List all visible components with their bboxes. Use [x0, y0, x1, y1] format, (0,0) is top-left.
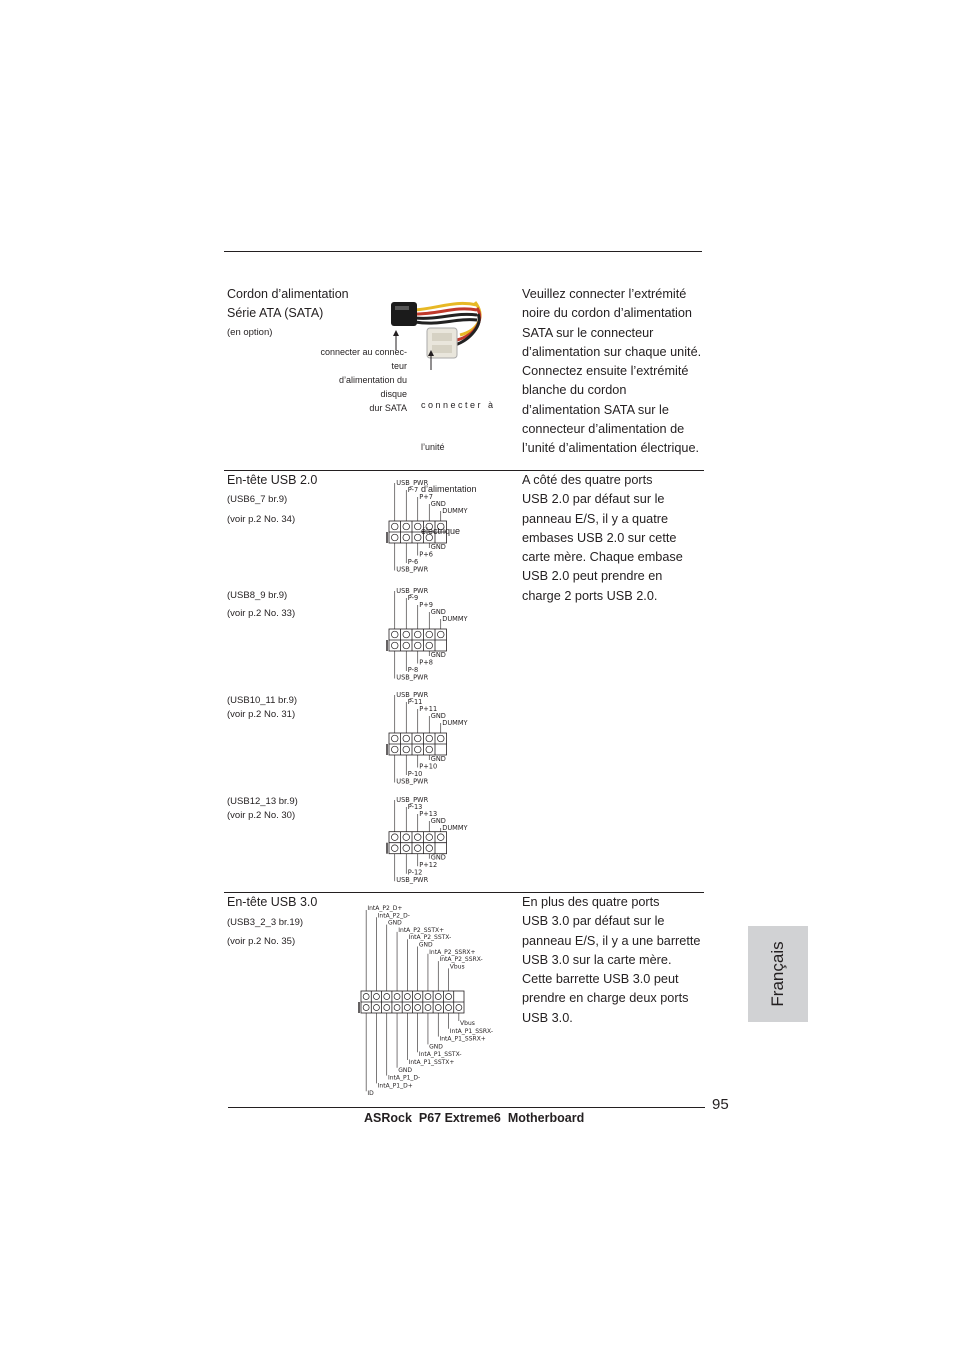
pin-hole [426, 631, 433, 638]
pin-label: P+11 [419, 705, 438, 713]
sata-label-left [300, 345, 407, 415]
usb2-header-1-ref: (voir p.2 No. 33) [227, 608, 296, 619]
pin-hole [391, 746, 398, 753]
pin-hole [414, 642, 421, 649]
pin-hole [437, 523, 444, 530]
pin-hole [414, 523, 421, 530]
usb3-desc-3: USB 3.0 sur la carte mère. [522, 952, 672, 967]
sata-label-right-1: l’unité [421, 442, 445, 452]
pin-label: IntA_P2_D+ [367, 905, 403, 912]
sata-title [227, 285, 349, 324]
pin-hole [415, 1005, 421, 1011]
usb2-pin-svg [384, 691, 504, 791]
sata-description [522, 285, 712, 459]
usb2-desc-4: carte mère. Chaque embase [522, 550, 683, 565]
pin-hole [391, 845, 398, 852]
pin-label: USB_PWR [396, 691, 429, 699]
pin-label: IntA_P2_SSTX+ [398, 926, 445, 934]
pin-hole [435, 994, 441, 1000]
pin-hole [391, 735, 398, 742]
language-tab-label: Français [768, 941, 787, 1007]
pin-hole [414, 746, 421, 753]
usb2-desc-3: embases USB 2.0 sur cette [522, 530, 677, 545]
pin-hole [414, 834, 421, 841]
pin-label: P+6 [419, 550, 433, 559]
pin-label: GND [430, 608, 446, 616]
page-number: 95 [712, 1096, 729, 1113]
pin-hole [437, 631, 444, 638]
pin-label: IntA_P2_SSRX- [439, 956, 483, 964]
pin-hole [426, 834, 433, 841]
pin-hole [403, 834, 410, 841]
pin-label: USB_PWR [396, 479, 429, 487]
usb2-header-3-ref: (voir p.2 No. 30) [227, 810, 296, 821]
pin-label: IntA_P1_SSRX+ [439, 1035, 486, 1043]
pin-label: GND [430, 817, 446, 825]
sata-desc-3: d’alimentation sur chaque unité. [522, 344, 702, 359]
usb2-diagram-1 [384, 587, 504, 687]
pin-label: GND [418, 941, 433, 949]
pin-label: P+8 [419, 658, 433, 667]
sata-desc-2: SATA sur le connecteur [522, 325, 654, 340]
pin-hole [426, 735, 433, 742]
usb3-desc-6: USB 3.0. [522, 1010, 573, 1025]
pin-label: USB_PWR [396, 796, 429, 804]
pin-label: P+7 [419, 493, 433, 501]
pin-label: P-12 [407, 868, 423, 877]
usb3-desc-0: En plus des quatre ports [522, 895, 660, 909]
sata-label-left-2: d’alimentation du [338, 375, 407, 385]
sata-desc-0: Veuillez connecter l’extrémité [522, 287, 687, 301]
pin-hole [384, 1005, 390, 1011]
footer-rule [228, 1107, 705, 1108]
sata-desc-4: Connectez ensuite l’extrémité [522, 364, 689, 379]
pin-label: DUMMY [442, 719, 468, 727]
pin-hole [414, 631, 421, 638]
pin-label: GND [430, 651, 446, 659]
pin-hole [403, 735, 410, 742]
pin-hole [363, 1005, 369, 1011]
pin-hole [426, 642, 433, 649]
usb3-diagram [356, 905, 506, 1100]
pin-hole [394, 1005, 400, 1011]
sata-label-right-2: d’alimentation [421, 484, 477, 494]
sata-desc-5: blanche du cordon [522, 383, 627, 398]
sata-title-line2: Série ATA (SATA) [227, 306, 324, 321]
pin-hole [426, 746, 433, 753]
usb2-pin-svg [384, 479, 504, 579]
pin-hole [391, 534, 398, 541]
pin-label: DUMMY [442, 824, 468, 832]
pin-label: P-6 [407, 558, 419, 566]
pin-label: USB_PWR [396, 876, 429, 885]
pin-label: P-10 [407, 770, 423, 778]
usb2-header-0-ref: (voir p.2 No. 34) [227, 514, 296, 525]
pin-label: P-11 [407, 698, 423, 706]
pin-hole [426, 523, 433, 530]
pin-hole [403, 523, 410, 530]
pin-label: P+9 [419, 601, 433, 609]
pin-label: P-8 [407, 666, 419, 674]
usb2-header-1-name: (USB8_9 br.9) [227, 590, 288, 601]
pin-label: DUMMY [442, 507, 468, 515]
sata-desc-7: connecteur d’alimentation de [522, 422, 685, 437]
footer-title: ASRock P67 Extreme6 Motherboard [364, 1111, 585, 1125]
pin-label: GND [387, 919, 402, 927]
pin-label: ID [367, 1090, 374, 1098]
pin-label: GND [430, 543, 446, 551]
pin-label: P+13 [419, 810, 438, 818]
sata-label-right-0: c o n n e c t e r à [421, 400, 494, 410]
pin-label: P-9 [407, 594, 419, 602]
pin-hole [446, 994, 452, 1000]
pin-hole [414, 845, 421, 852]
pin-label: USB_PWR [396, 587, 429, 595]
pin-label: Vbus [449, 963, 465, 971]
sata-note: (en option) [227, 327, 273, 338]
usb3-desc-4: Cette barrette USB 3.0 peut [522, 972, 679, 987]
pin-label: P+12 [419, 861, 438, 870]
pin-label: IntA_P1_SSTX- [418, 1051, 462, 1059]
usb2-pin-svg [384, 587, 504, 687]
usb2-diagram-0 [384, 479, 504, 579]
usb3-pin-svg [356, 905, 506, 1100]
pin-label: GND [429, 1043, 443, 1051]
pin-hole [414, 735, 421, 742]
pin-hole [446, 1005, 452, 1011]
sata-label-left-0: connecter au connec- [320, 347, 407, 357]
pin-hole [403, 534, 410, 541]
pin-label: IntA_P1_D- [387, 1074, 421, 1082]
usb2-header-3-name: (USB12_13 br.9) [227, 796, 298, 807]
pin-hole [415, 994, 421, 1000]
usb3-desc-1: USB 3.0 par défaut sur le [522, 914, 665, 929]
pin-hole [391, 631, 398, 638]
pin-hole [394, 994, 400, 1000]
sata-title-line1: Cordon d’alimentation [227, 287, 349, 301]
pin-hole [426, 534, 433, 541]
language-tab [748, 926, 808, 1022]
pin-label: P+10 [419, 762, 438, 771]
pin-hole [425, 994, 431, 1000]
pin-hole [391, 523, 398, 530]
sata-arrow-right [427, 350, 435, 370]
usb2-diagram-2 [384, 691, 504, 791]
usb2-header-2-name: (USB10_11 br.9) [227, 695, 298, 706]
usb2-header-2-ref: (voir p.2 No. 31) [227, 709, 296, 720]
usb2-diagram-3 [384, 796, 504, 885]
usb2-desc-0: A côté des quatre ports [522, 473, 653, 487]
pin-hole [425, 1005, 431, 1011]
pin-label: Vbus [460, 1020, 475, 1027]
sata-label-left-4: dur SATA [369, 403, 407, 413]
usb2-description [522, 471, 712, 606]
pin-hole [363, 994, 369, 1000]
pin-hole [391, 834, 398, 841]
usb2-title: En-tête USB 2.0 [227, 473, 318, 487]
pin-label: GND [430, 853, 446, 862]
pin-label: DUMMY [442, 615, 468, 623]
pin-hole [437, 735, 444, 742]
usb3-name: (USB3_2_3 br.19) [227, 917, 304, 928]
pin-label: IntA_P2_SSTX- [408, 934, 452, 942]
sata-label-right-3: électrique [421, 526, 461, 536]
pin-label: GND [398, 1066, 413, 1074]
pin-label: IntA_P2_D- [377, 912, 410, 920]
pin-hole [456, 1005, 462, 1011]
usb3-desc-5: prendre en charge deux ports [522, 991, 689, 1006]
pin-label: USB_PWR [396, 777, 429, 786]
sata-label-left-1: teur [391, 361, 407, 371]
pin-label: P-7 [407, 486, 419, 494]
usb2-desc-5: USB 2.0 peut prendre en [522, 569, 663, 584]
usb3-desc-2: panneau E/S, il y a une barrette [522, 933, 701, 948]
pin-hole [373, 994, 379, 1000]
pin-hole [404, 994, 410, 1000]
usb2-desc-6: charge 2 ports USB 2.0. [522, 588, 658, 603]
sata-desc-6: d’alimentation SATA sur le [522, 402, 669, 417]
pin-hole [403, 631, 410, 638]
usb3-ref: (voir p.2 No. 35) [227, 936, 296, 947]
pin-label: IntA_P1_D+ [377, 1082, 413, 1090]
pin-hole [403, 845, 410, 852]
usb3-title: En-tête USB 3.0 [227, 895, 318, 909]
pin-label: IntA_P1_SSTX+ [408, 1059, 455, 1066]
pin-label: GND [430, 500, 446, 508]
pin-label: GND [430, 712, 446, 720]
pin-hole [404, 1005, 410, 1011]
pin-label: USB_PWR [396, 565, 429, 574]
pin-hole [414, 534, 421, 541]
pin-hole [403, 642, 410, 649]
top-rule [224, 251, 702, 252]
sata-label-left-3: disque [380, 389, 407, 399]
pin-label: P-13 [407, 803, 423, 811]
pin-label: IntA_P1_SSRX- [449, 1027, 493, 1035]
pin-hole [435, 1005, 441, 1011]
usb2-pin-svg [384, 796, 504, 885]
sata-desc-1: noire du cordon d’alimentation [522, 306, 692, 321]
sata-desc-8: l’unité d’alimentation électrique. [522, 441, 700, 456]
usb2-header-0-name: (USB6_7 br.9) [227, 494, 288, 505]
pin-label: IntA_P2_SSRX+ [429, 948, 476, 956]
pin-hole [426, 845, 433, 852]
pin-hole [437, 834, 444, 841]
usb2-desc-1: USB 2.0 par défaut sur le [522, 492, 665, 507]
pin-hole [373, 1005, 379, 1011]
usb3-description [522, 893, 712, 1028]
pin-hole [403, 746, 410, 753]
usb2-desc-2: panneau E/S, il y a quatre [522, 511, 669, 526]
pin-hole [391, 642, 398, 649]
pin-label: USB_PWR [396, 673, 429, 682]
pin-label: GND [430, 755, 446, 763]
pin-hole [384, 994, 390, 1000]
